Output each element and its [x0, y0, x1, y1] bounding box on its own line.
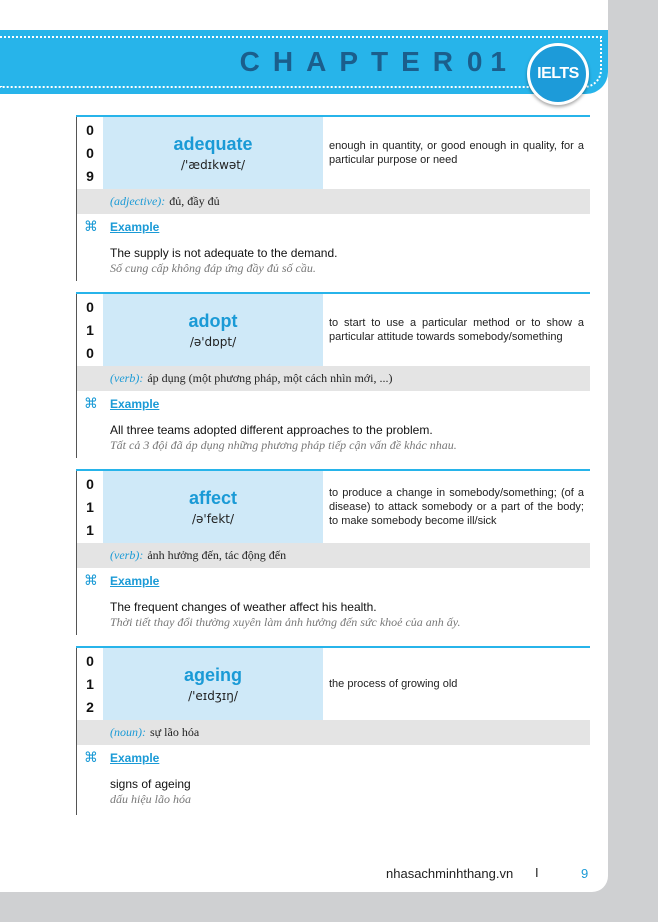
entry-number-digit: 0 — [86, 144, 94, 161]
example-translation: Tất cả 3 đội đã áp dụng những phương pháp tiếp cận vấn đề khác nhau. — [110, 438, 457, 452]
vocab-entry — [76, 292, 590, 458]
vietnamese-meaning: áp dụng (một phương pháp, một cách nhìn mới, ...) — [147, 371, 393, 385]
headword: affect — [188, 488, 237, 508]
part-of-speech: (adjective): — [110, 194, 166, 208]
command-icon: ⌘ — [84, 573, 98, 589]
footer-separator: I — [535, 865, 539, 880]
vietnamese-meaning: sự lão hóa — [150, 725, 200, 739]
entry-number-digit: 2 — [86, 698, 94, 715]
part-of-speech-row — [76, 543, 590, 568]
command-icon: ⌘ — [84, 219, 98, 235]
part-of-speech-row — [76, 189, 590, 214]
pronunciation: /ə'fekt/ — [191, 512, 235, 526]
example-header — [77, 391, 590, 417]
part-of-speech-row — [76, 720, 590, 745]
pronunciation: /ə'dɒpt/ — [189, 335, 237, 349]
example-label: Example — [110, 220, 160, 234]
example-block — [76, 568, 590, 635]
entry-header — [76, 115, 590, 189]
example-sentence: The frequent changes of weather affect his health. — [110, 600, 377, 614]
entry-number — [76, 117, 103, 189]
ielts-badge: IELTS — [527, 43, 589, 105]
definition: the process of growing old — [329, 678, 458, 690]
word-box — [103, 294, 323, 366]
example-label: Example — [110, 574, 160, 588]
part-of-speech: (noun): — [110, 725, 146, 739]
example-label: Example — [110, 751, 160, 765]
entry-number — [76, 471, 103, 543]
entry-number-digit: 1 — [86, 675, 94, 692]
example-header — [77, 745, 590, 771]
example-translation: Số cung cấp không đáp ứng đầy đủ số cầu. — [110, 261, 316, 275]
example-sentence: All three teams adopted different approaches to the problem. — [110, 423, 433, 437]
headword: ageing — [183, 665, 242, 685]
pronunciation: /'ædɪkwət/ — [180, 158, 246, 172]
example-header — [77, 568, 590, 594]
command-icon: ⌘ — [84, 396, 98, 412]
pronunciation: /'eɪdʒɪŋ/ — [188, 689, 238, 703]
example-translation: Thời tiết thay đổi thường xuyên làm ảnh hưởng đến sức khoẻ của anh ấy. — [110, 615, 461, 629]
entry-header — [76, 646, 590, 720]
entry-header — [76, 469, 590, 543]
vocab-entry — [76, 469, 590, 635]
part-of-speech: (verb): — [110, 548, 144, 562]
entry-number-digit: 1 — [86, 521, 94, 538]
headword: adopt — [188, 311, 238, 331]
entry-number-digit: 0 — [86, 299, 94, 316]
vietnamese-meaning: đủ, đầy đủ — [169, 194, 220, 208]
entry-number-digit: 0 — [86, 476, 94, 493]
entry-number-digit: 0 — [86, 653, 94, 670]
example-label: Example — [110, 397, 160, 411]
example-sentence: The supply is not adequate to the demand. — [110, 246, 338, 260]
entry-number-digit: 1 — [86, 321, 94, 338]
example-block — [76, 214, 590, 281]
part-of-speech-row — [76, 366, 590, 391]
word-box — [103, 648, 323, 720]
example-header — [77, 214, 590, 240]
entry-number-digit: 1 — [86, 498, 94, 515]
entry-number-digit: 9 — [86, 167, 94, 184]
entry-number-digit: 0 — [86, 344, 94, 361]
footer-website: nhasachminhthang.vn — [386, 866, 514, 881]
entry-header — [76, 292, 590, 366]
part-of-speech: (verb): — [110, 371, 144, 385]
command-icon: ⌘ — [84, 750, 98, 766]
vocab-entry — [76, 115, 590, 281]
chapter-number: 01 — [466, 46, 514, 77]
vietnamese-meaning: ảnh hưởng đến, tác động đến — [147, 548, 287, 562]
vocab-entry — [76, 646, 590, 815]
headword: adequate — [173, 134, 253, 154]
page-number: 9 — [581, 866, 589, 881]
word-box — [103, 471, 323, 543]
word-box — [103, 117, 323, 189]
entry-number — [76, 294, 103, 366]
example-sentence: signs of ageing — [110, 777, 191, 791]
chapter-title: CHAPTER — [239, 46, 466, 77]
definition: to produce a change in somebody/something; (of a disease) to attack somebody or a part of the body; to make somebody become ill/sick — [329, 487, 584, 527]
definition: to start to use a particular method or to show a particular attitude towards somebody/something — [329, 317, 584, 343]
chapter-banner — [0, 30, 608, 94]
example-block — [76, 391, 590, 458]
entry-number — [76, 648, 103, 720]
definition: enough in quantity, or good enough in quality, for a particular purpose or need — [329, 140, 584, 166]
example-block — [76, 745, 590, 815]
example-translation: dấu hiệu lão hóa — [110, 792, 191, 806]
entry-number-digit: 0 — [86, 122, 94, 139]
